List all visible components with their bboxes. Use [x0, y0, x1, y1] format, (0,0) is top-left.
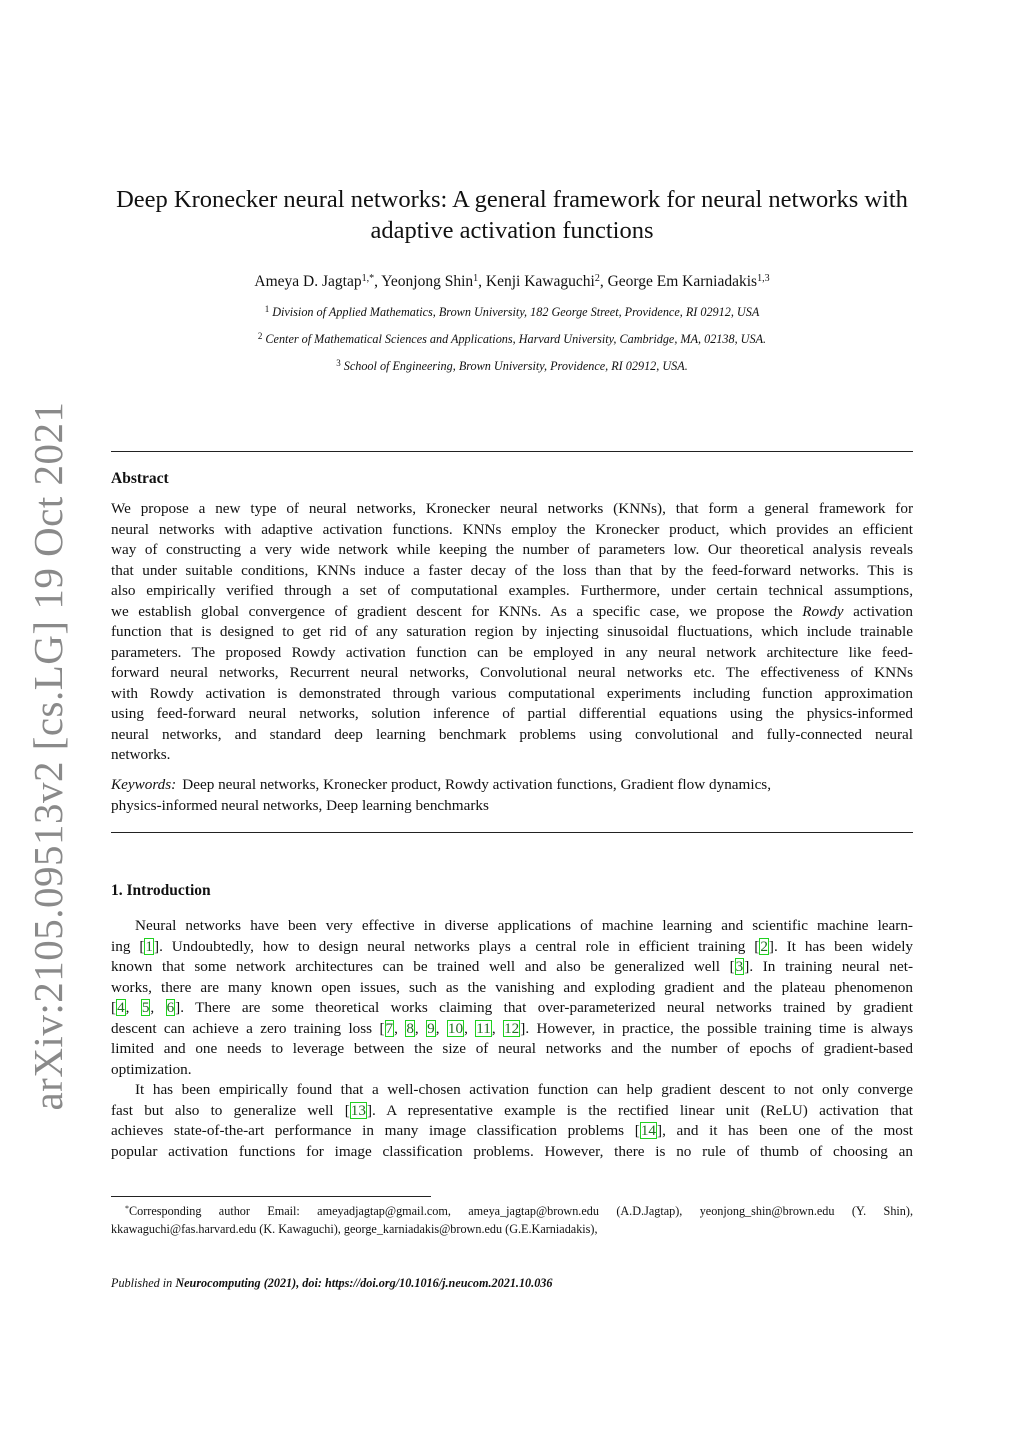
citation-link[interactable]: 4 [117, 999, 125, 1016]
author-affiliation-mark: 1,3 [757, 273, 770, 284]
intro-line: [4, 5, 6]. There are some theoretical works claiming that over-parameterized neural networks trained by gradient [111, 999, 913, 1016]
abstract-line: We propose a new type of neural networks, Kronecker neural networks (KNNs), that form a general framework for [111, 500, 913, 517]
keywords-label: Keywords: [111, 776, 177, 793]
citation-link[interactable]: 10 [447, 1019, 464, 1037]
intro-line: It has been empirically found that a well-chosen activation function can help gradient descent to not only converge [135, 1081, 913, 1098]
abstract-line: function that is designed to get rid of any saturation region by injecting sinusoidal fluctuations, which include trainable [111, 623, 913, 640]
citation-link[interactable]: 11 [476, 1019, 491, 1037]
abstract-bottom-rule [111, 832, 913, 833]
citation-link[interactable]: 14 [640, 1122, 656, 1139]
abstract-line: way of constructing a very wide network while keeping the number of parameters low. Our theoretical analysis reveals [111, 541, 913, 558]
arxiv-identifier: arXiv:2105.09513v2 [cs.LG] 19 Oct 2021 [25, 401, 71, 1111]
affiliation: $^3$ School of Engineering, Brown University, Providence, RI 02912, USA. [336, 358, 688, 373]
abstract-line: neural networks with adaptive activation functions. KNNs employ the Kronecker product, which provides an efficient [111, 520, 913, 538]
abstract-line: networks. [111, 746, 171, 763]
citation-link[interactable]: 2 [760, 937, 768, 955]
journal-doi: Neurocomputing (2021), doi: https://doi.org/10.1016/j.neucom.2021.10.036 [175, 1276, 553, 1290]
emphasis-term: Rowdy [802, 602, 844, 620]
footnote-line: Corresponding author Email: ameyadjagtap@gmail.com, ameya_jagtap@brown.edu (A.D.Jagtap), yeonjong_shin@brown.edu (Y. Shin), [129, 1204, 913, 1218]
citation-link[interactable]: 1 [145, 937, 153, 955]
title-line: Deep Kronecker neural networks: A general framework for neural networks with [116, 186, 908, 213]
abstract-line: that under suitable conditions, KNNs induce a faster decay of the loss than that by the feed-forward networks. This is [111, 561, 913, 579]
author-name: Ameya D. Jagtap [254, 273, 362, 290]
abstract-top-rule [111, 451, 913, 452]
citation-link[interactable]: 7 [385, 1019, 394, 1037]
author-affiliation-mark: 1,* [361, 273, 375, 284]
footnote [111, 1202, 913, 1238]
section-heading: 1. Introduction [111, 882, 211, 899]
abstract-line: using feed-forward neural networks, solution inference of partial differential equations using the physics-informed [111, 705, 913, 722]
title-line: adaptive activation functions [370, 217, 654, 244]
footnote-line: kkawaguchi@fas.harvard.edu (K. Kawaguchi), george_karniadakis@brown.edu (G.E.Karniadakis), [111, 1222, 598, 1236]
citation-link[interactable]: 3 [735, 958, 744, 975]
citation-link[interactable]: 5 [141, 999, 150, 1016]
author-name: Yeonjong Shin [381, 273, 474, 290]
author-name: George Em Karniadakis [607, 273, 758, 290]
citation-link[interactable]: 9 [427, 1019, 435, 1037]
footnote-mark: * [125, 1204, 129, 1213]
citation-link[interactable]: 8 [406, 1019, 414, 1037]
abstract-line: with Rowdy activation is demonstrated through various computational experiments including function approximation [111, 684, 913, 702]
intro-line: optimization. [111, 1060, 192, 1078]
intro-line: fast but also to generalize well [13]. A representative example is the rectified linear unit (ReLU) activation that [111, 1101, 914, 1119]
paper-title [100, 184, 924, 246]
abstract-line: neural networks, and standard deep learning benchmark problems using convolutional and fully-connected neural [111, 725, 913, 743]
affiliation: $^1$ Division of Applied Mathematics, Brown University, 182 George Street, Providence, RI 02912, USA [264, 304, 760, 319]
abstract-line: also empirically verified through a set of computational examples. Furthermore, under certain technical assumptions, [111, 582, 913, 599]
abstract-line: we establish global convergence of gradient descent for KNNs. As a specific case, we propose the Rowdy activation [111, 602, 913, 620]
affiliation: $^2$ Center of Mathematical Sciences and Applications, Harvard University, Cambridge, MA, 02138, USA. [257, 331, 767, 346]
abstract-line: forward neural networks, Recurrent neural networks, Convolutional neural networks etc. The effectiveness of KNNs [111, 664, 913, 681]
intro-line: works, there are many known open issues, such as the vanishing and exploding gradient and the plateau phenomenon [111, 978, 913, 996]
publication-note: Published in Neurocomputing (2021), doi: https://doi.org/10.1016/j.neucom.2021.10.036 [111, 1276, 553, 1290]
intro-line: ing [1]. Undoubtedly, how to design neural networks plays a central role in efficient training [2]. It has been widely [111, 937, 914, 955]
author-list: Ameya D. Jagtap$^{1,*}$, Yeonjong Shin$^1$, Kenji Kawaguchi$^2$, George Em Karniadakis$^{1,3}$ [254, 273, 770, 290]
introduction-body [111, 916, 913, 1162]
intro-line: Neural networks have been very effective in diverse applications of machine learning and scientific machine learn- [135, 917, 913, 934]
citation-link[interactable]: 13 [350, 1101, 366, 1119]
citation-link[interactable]: 12 [504, 1019, 520, 1037]
footnote-rule [111, 1196, 431, 1197]
abstract-heading: Abstract [111, 470, 169, 487]
author-affiliation-mark: 2 [594, 273, 600, 284]
author-name: Kenji Kawaguchi [485, 273, 595, 290]
author-affiliation-mark: 1 [473, 273, 479, 284]
intro-line: limited and one needs to leverage between the size of neural networks and the number of epochs of gradient-based [111, 1040, 913, 1057]
keywords-line: physics-informed neural networks, Deep learning benchmarks [111, 796, 489, 814]
keywords [111, 775, 913, 816]
abstract-body [111, 499, 913, 766]
intro-line: popular activation functions for image classification problems. However, there is no rule of thumb of choosing an [111, 1142, 913, 1160]
keywords-line: Deep neural networks, Kronecker product, Rowdy activation functions, Gradient flow dynamics, [182, 776, 772, 793]
citation-link[interactable]: 6 [166, 999, 175, 1016]
intro-line: descent can achieve a zero training loss [7, 8, 9, 10, 11, 12]. However, in practice, the possible training time is always [111, 1019, 914, 1037]
abstract-line: parameters. The proposed Rowdy activation function can be employed in any neural network architecture like feed- [111, 643, 913, 661]
intro-line: achieves state-of-the-art performance in many image classification problems [14], and it has been one of the most [111, 1122, 913, 1139]
intro-line: known that some network architectures can be trained well and also be generalized well [3]. In training neural net- [111, 958, 914, 975]
